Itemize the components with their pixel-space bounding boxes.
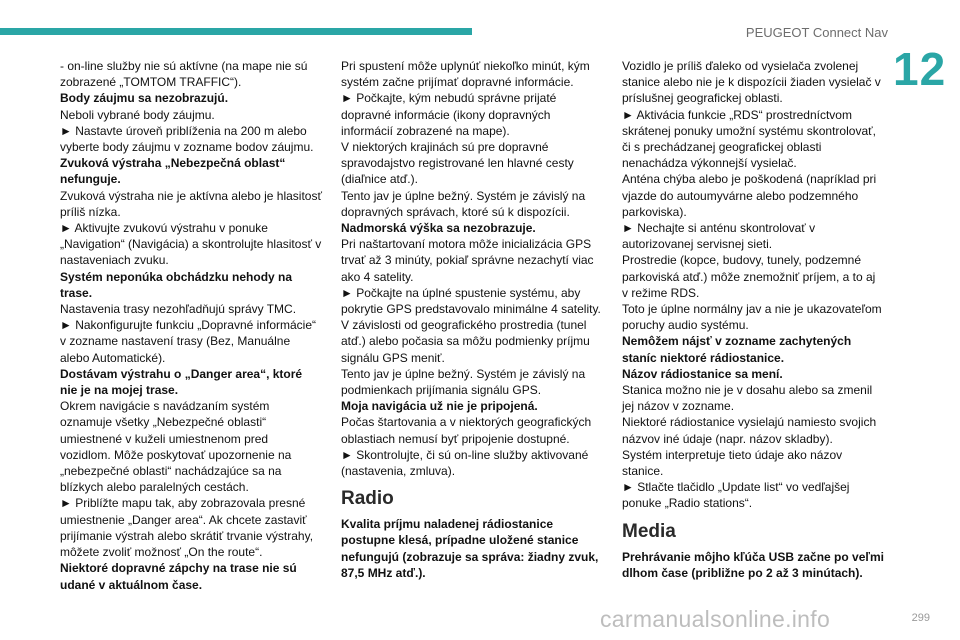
watermark: carmanualsonline.info: [600, 606, 831, 632]
body-paragraph: Pri spustení môže uplynúť niekoľko minút, kým systém začne prijímať dopravné informácie.: [341, 59, 590, 90]
body-paragraph: V niektorých krajinách sú pre dopravné spravodajstvo registrované len hlavné cesty (diaľnice atď.).: [341, 140, 574, 187]
body-paragraph: ► Stlačte tlačidlo „Update list“ vo vedľajšej ponuke „Radio stations“.: [622, 480, 850, 511]
column-2: [341, 58, 603, 581]
problem-heading: Systém neponúka obchádzku nehody na trase.: [60, 269, 293, 300]
problem-heading: Nadmorská výška sa nezobrazuje.: [341, 221, 536, 236]
body-paragraph: ► Skontrolujte, či sú on-line služby aktivované (nastavenia, zmluva).: [341, 447, 589, 479]
body-paragraph: - on-line služby nie sú aktívne (na mape nie sú zobrazené „TOMTOM TRAFFIC“).: [60, 59, 308, 90]
problem-heading: Dostávam výstrahu o „Danger area“, ktoré nie je na mojej trase.: [60, 366, 303, 398]
body-paragraph: Pri naštartovaní motora môže inicializácia GPS trvať až 3 minúty, pokiaľ správne nezachytí viac ako 4 satelity.: [341, 237, 594, 284]
body-paragraph: ► Nastavte úroveň priblíženia na 200 m alebo vyberte body záujmu v zozname bodov záujmu.: [60, 123, 314, 155]
column-3: [622, 58, 884, 581]
body-paragraph: V závislosti od geografického prostredia (tunel atď.) alebo počasia sa môžu podmienky príjmu signálu GPS meniť.: [341, 318, 590, 365]
problem-heading: Moja navigácia už nie je pripojená.: [341, 399, 538, 414]
header-title: PEUGEOT Connect Nav: [745, 25, 888, 40]
problem-heading: Prehrávanie môjho kľúča USB začne po veľmi dlhom čase (približne po 2 až 3 minútach).: [622, 549, 885, 580]
body-paragraph: Neboli vybrané body záujmu.: [60, 107, 215, 122]
problem-heading: Kvalita príjmu naladenej rádiostanice postupne klesá, prípadne uložené stanice nefungujú (zobrazuje sa správa: žiadny zvuk, 87,5 MHz atď.).: [341, 517, 599, 580]
header-accent-bar: [0, 28, 472, 35]
problem-heading: Body záujmu sa nezobrazujú.: [60, 91, 229, 106]
body-paragraph: Systém interpretuje tieto údaje ako názov stanice.: [622, 447, 843, 479]
body-paragraph: Okrem navigácie s navádzaním systém oznamuje všetky „Nebezpečné oblasti“ umiestnené v kuželi umiestnenom pred vozidlom. Môže poskytovať upozornenie na „nebezpečné oblasti“ nachádzajúce sa na blízkych alebo paralelných cestách.: [60, 399, 292, 495]
problem-heading: Zvuková výstraha „Nebezpečná oblast“ nefunguje.: [60, 156, 286, 187]
body-paragraph: Toto je úplne normálny jav a nie je ukazovateľom poruchy audio systému.: [622, 302, 882, 333]
problem-heading: Nemôžem nájsť v zozname zachytených staníc niektoré rádiostanice.: [622, 334, 852, 365]
problem-heading: Niektoré dopravné zápchy na trase nie sú udané v aktuálnom čase.: [60, 561, 297, 592]
body-paragraph: Prostredie (kopce, budovy, tunely, podzemné parkoviská atď.) môže znemožniť príjem, a to aj v režime RDS.: [622, 253, 876, 300]
body-paragraph: ► Aktivujte zvukovú výstrahu v ponuke „Navigation“ (Navigácia) a skontrolujte hlasitosť v nastaveniach zvuku.: [60, 221, 322, 268]
section-heading: Media: [622, 520, 676, 542]
column-1: [60, 58, 322, 593]
body-paragraph: ► Priblížte mapu tak, aby zobrazovala presné umiestnenie „Danger area“. Ak chcete zastaviť prijímanie výstrah alebo skrátiť trvanie výstrahy, môžete zvoliť možnosť „On the route“.: [60, 496, 314, 560]
body-paragraph: Tento jav je úplne bežný. Systém je závislý na dopravných správach, ktoré sú k dispozícii.: [341, 188, 586, 219]
body-paragraph: ► Aktivácia funkcie „RDS“ prostredníctvom skrátenej ponuky umožní systému skontrolovať, či s prechádzanej geografickej oblasti nenachádza výkonnejší vysielač.: [622, 107, 876, 171]
body-paragraph: Vozidlo je príliš ďaleko od vysielača zvolenej stanice alebo nie je k dispozícii žiaden vysielač v príslušnej geografickej oblasti.: [622, 59, 881, 106]
body-paragraph: Tento jav je úplne bežný. Systém je závislý na podmienkach prijímania signálu GPS.: [341, 366, 586, 398]
body-paragraph: Zvuková výstraha nie je aktívna alebo je hlasitosť príliš nízka.: [60, 188, 322, 219]
body-paragraph: Nastavenia trasy nezohľadňujú správy TMC.: [60, 302, 297, 317]
body-paragraph: ► Počkajte na úplné spustenie systému, aby pokrytie GPS predstavovalo minimálne 4 satelity.: [341, 285, 601, 317]
chapter-number: 12: [893, 43, 947, 95]
page-number: 299: [911, 612, 930, 624]
body-paragraph: ► Nakonfigurujte funkciu „Dopravné informácie“ v zozname nastavení trasy (Bez, Manuálne alebo Automatické).: [60, 318, 316, 365]
problem-heading: Názov rádiostanice sa mení.: [622, 366, 783, 381]
body-paragraph: Niektoré rádiostanice vysielajú namiesto svojich názvov iné údaje (napr. názov skladby).: [622, 415, 877, 446]
body-paragraph: ► Počkajte, kým nebudú správne prijaté dopravné informácie (ikony dopravných informácií zobrazené na mape).: [341, 91, 557, 138]
body-paragraph: ► Nechajte si anténu skontrolovať v autorizovanej servisnej sieti.: [622, 221, 816, 252]
body-paragraph: Počas štartovania a v niektorých geografických oblastiach nemusí byť pripojenie dostupné.: [341, 415, 592, 446]
section-heading: Radio: [341, 488, 394, 510]
body-paragraph: Stanica možno nie je v dosahu alebo sa zmenil jej názov v zozname.: [622, 383, 873, 414]
body-paragraph: Anténa chýba alebo je poškodená (napríklad pri vjazde do autoumyvárne alebo podzemného parkoviska).: [622, 172, 877, 219]
